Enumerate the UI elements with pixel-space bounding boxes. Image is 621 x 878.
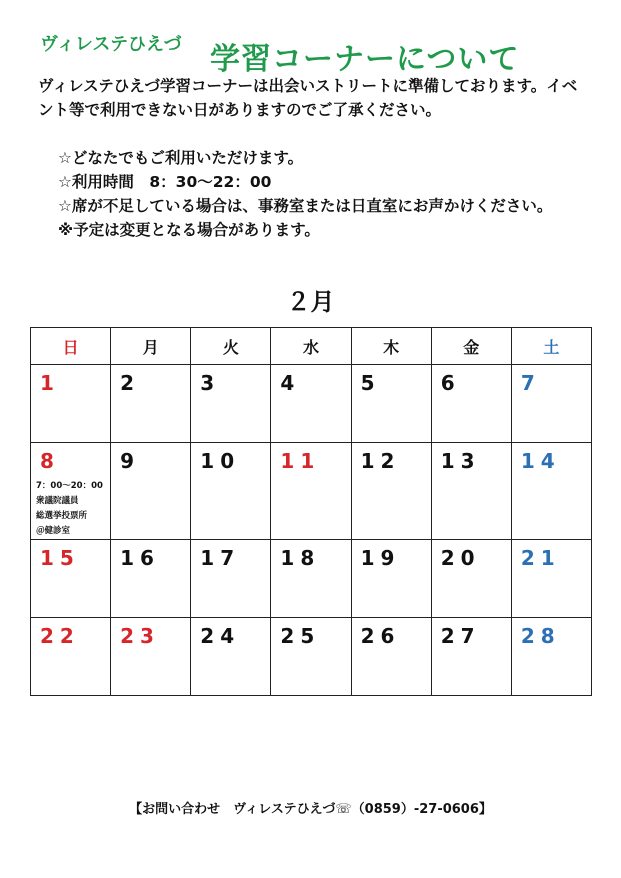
calendar-day-cell [111, 365, 191, 443]
calendar-day-cell [111, 618, 191, 696]
calendar-day-cell [431, 365, 511, 443]
weekday-saturday: 土 [511, 328, 591, 365]
calendar-day-cell [271, 443, 351, 540]
calendar-day-cell [431, 540, 511, 618]
day-number: 22 [40, 624, 80, 648]
note-item: ※予定は変更となる場合があります。 [58, 221, 320, 239]
calendar-week-row [31, 443, 592, 540]
day-number: 21 [520, 546, 561, 570]
calendar-day-cell [511, 618, 591, 696]
day-number: 2 [120, 371, 141, 395]
day-number: 14 [520, 449, 561, 473]
calendar-body [31, 365, 592, 696]
day-number: 3 [200, 371, 221, 395]
contact-phone: （0859）-27-0606】 [351, 802, 492, 817]
calendar-day-cell [271, 618, 351, 696]
weekday-monday: 月 [111, 328, 191, 365]
day-number: 7 [520, 371, 541, 395]
calendar-day-cell [431, 618, 511, 696]
day-number: 5 [360, 371, 381, 395]
calendar-day-cell [431, 443, 511, 540]
calendar-day-cell [351, 365, 431, 443]
calendar-day-cell [511, 443, 591, 540]
weekday-sunday: 日 [31, 328, 111, 365]
calendar-day-cell [31, 443, 111, 540]
calendar-day-cell [511, 365, 591, 443]
calendar-day-cell [191, 540, 271, 618]
weekday-header-row [31, 328, 592, 365]
brand-name: ヴィレステひえづ [40, 34, 182, 55]
calendar-day-cell [31, 365, 111, 443]
contact-footer [0, 798, 621, 817]
day-number: 4 [280, 371, 301, 395]
day-number: 9 [120, 449, 141, 473]
day-number: 15 [40, 546, 80, 570]
day-number: 1 [40, 371, 60, 395]
day-number: 27 [440, 624, 481, 648]
weekday-thursday: 木 [351, 328, 431, 365]
day-number: 20 [440, 546, 481, 570]
day-number: 11 [280, 449, 321, 473]
calendar-day-cell [31, 540, 111, 618]
calendar-day-cell [351, 540, 431, 618]
calendar-week-row [31, 618, 592, 696]
note-item: ☆席が不足している場合は、事務室または日直室にお声かけください。 [58, 197, 553, 215]
day-number: 23 [120, 624, 160, 648]
day-number: 19 [360, 546, 401, 570]
day-number: 13 [440, 449, 481, 473]
calendar-day-cell [191, 443, 271, 540]
calendar-day-cell [111, 540, 191, 618]
calendar-day-cell [111, 443, 191, 540]
weekday-tuesday: 火 [191, 328, 271, 365]
day-number: 18 [280, 546, 321, 570]
calendar-week-row [31, 540, 592, 618]
calendar-week-row [31, 365, 592, 443]
weekday-wednesday: 水 [271, 328, 351, 365]
day-number: 10 [200, 449, 241, 473]
page-title: 学習コーナーについて [210, 42, 520, 77]
calendar-day-cell [271, 540, 351, 618]
day-number: 8 [40, 449, 60, 473]
calendar-day-cell [511, 540, 591, 618]
notes-list [58, 146, 593, 242]
calendar-day-cell [351, 443, 431, 540]
day-number: 25 [280, 624, 321, 648]
intro-text: ヴィレステひえづ学習コーナーは出会いストリートに準備しております。イベント等で利用できない日がありますのでご了承ください。 [38, 77, 578, 119]
calendar-day-cell [271, 365, 351, 443]
day-number: 17 [200, 546, 241, 570]
note-item: ☆利用時間 8：30〜22：00 [58, 173, 272, 191]
calendar-table [30, 327, 592, 696]
day-number: 24 [200, 624, 241, 648]
telephone-icon: ☏ [335, 802, 352, 817]
note-item: ☆どなたでもご利用いただけます。 [58, 149, 304, 167]
day-number: 6 [440, 371, 461, 395]
day-number: 28 [520, 624, 561, 648]
day-number: 26 [360, 624, 401, 648]
calendar-month: ２月 [286, 288, 335, 316]
calendar-day-cell [191, 618, 271, 696]
calendar-day-cell [191, 365, 271, 443]
weekday-friday: 金 [431, 328, 511, 365]
day-event-note: 7：00〜20：00 衆議院議員 総選挙投票所 ＠健診室 [36, 481, 103, 536]
day-number: 16 [120, 546, 160, 570]
calendar-day-cell [31, 618, 111, 696]
day-number: 12 [360, 449, 401, 473]
calendar-day-cell [351, 618, 431, 696]
contact-label: 【お問い合わせ ヴィレステひえづ [129, 802, 336, 817]
